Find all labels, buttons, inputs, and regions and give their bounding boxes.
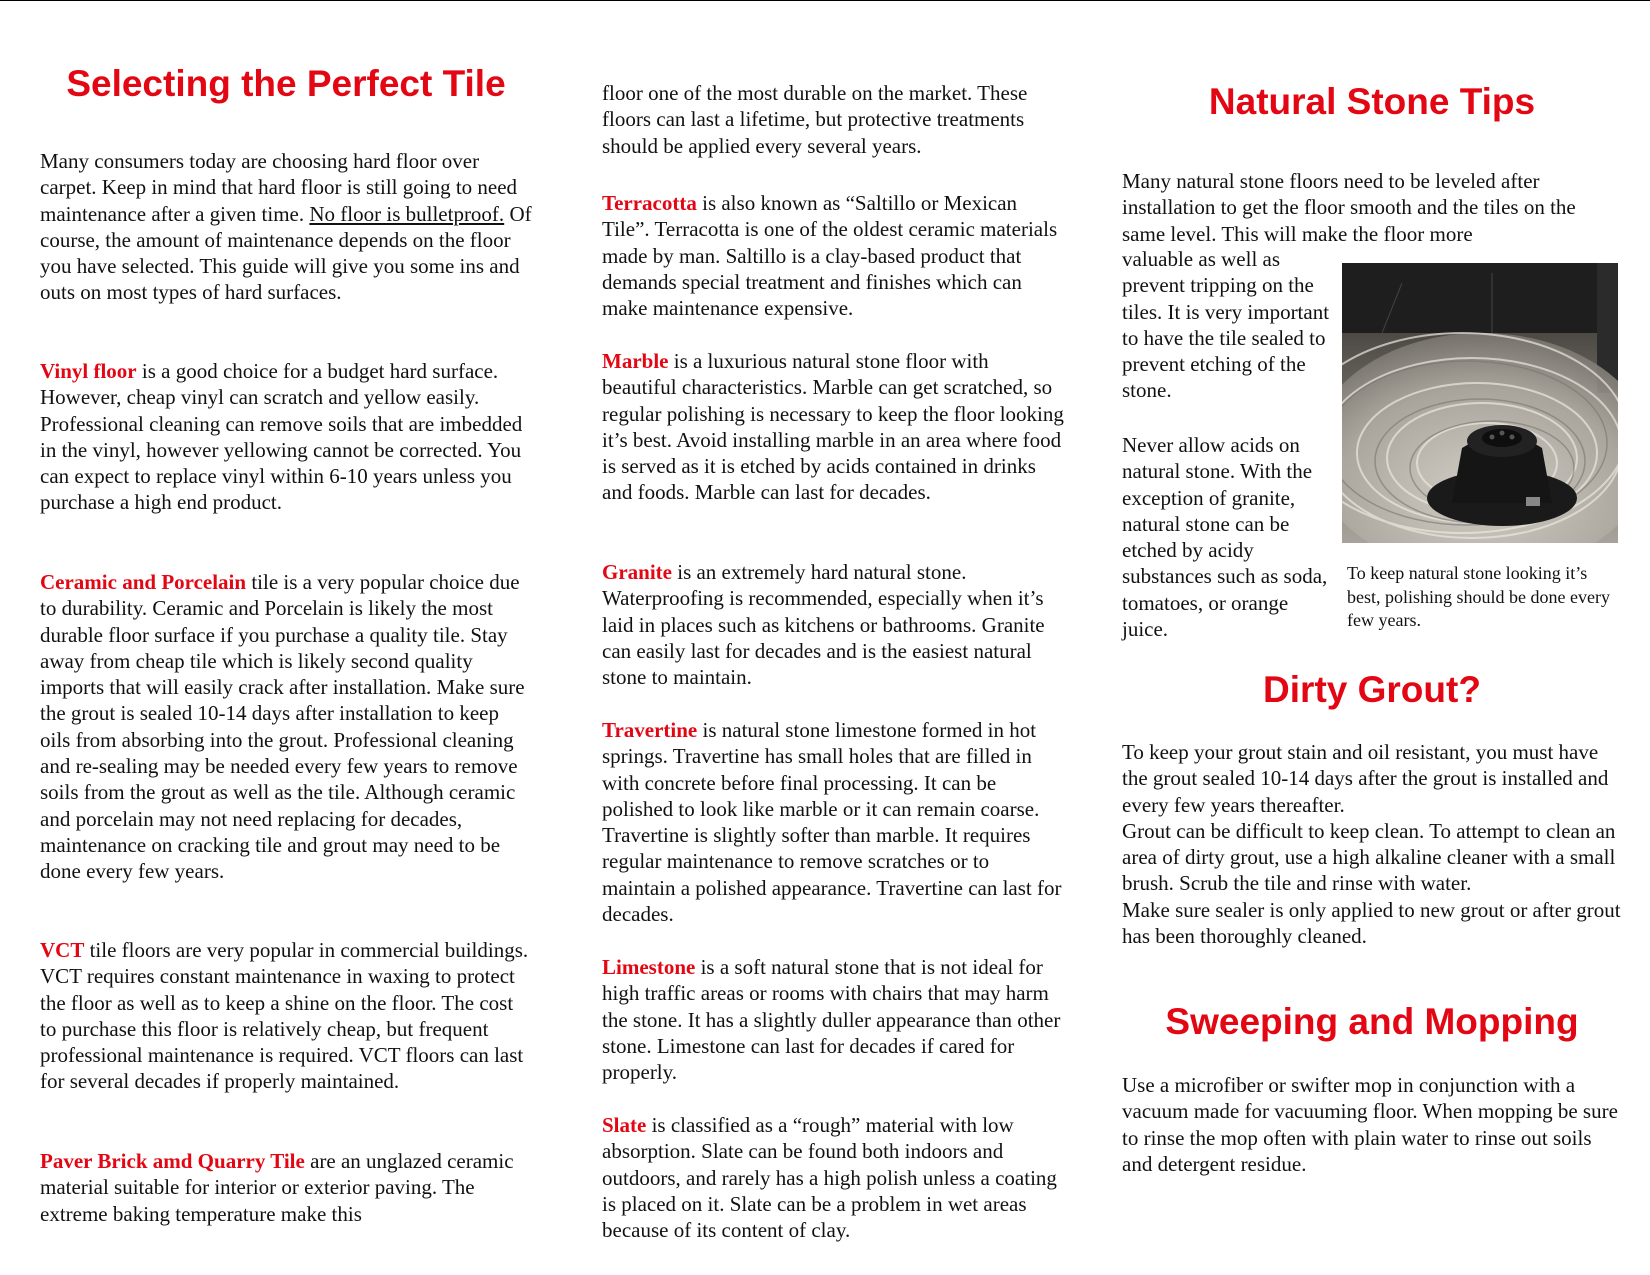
paver-paragraph	[40, 1148, 532, 1227]
slate-text: is classified as a “rough” material with low absorption. Slate can be found both indoors and outdoors, and rarely has a high polish unless a coating is placed on it. Slate can be a problem in wet areas because of its content of clay.	[602, 1113, 1057, 1243]
travertine-term: Travertine	[602, 718, 698, 742]
terracotta-term: Terracotta	[602, 191, 697, 215]
marble-paragraph	[602, 348, 1064, 506]
vct-text: tile floors are very popular in commercial buildings. VCT requires constant maintenance in waxing to protect the floor as well as to keep a shine on the floor. The cost to purchase this floor is relatively cheap, but frequent professional maintenance is required. VCT floors can last for several decades if properly maintained.	[40, 938, 529, 1094]
grout-paragraph-3: Make sure sealer is only applied to new grout or after grout has been thoroughly cleaned.	[1122, 897, 1621, 949]
marble-term: Marble	[602, 349, 669, 373]
intro-paragraph	[40, 148, 532, 306]
vct-term: VCT	[40, 938, 85, 962]
ceramic-paragraph	[40, 569, 532, 885]
travertine-text: is natural stone limestone formed in hot springs. Travertine has small holes that are filled in with concrete before final processing. It can be polished to look like marble or it can remain coarse. Travertine is slightly softer than marble. It requires regular maintenance to remove scratches or to maintain a polished appearance. Travertine can last for decades.	[602, 718, 1062, 927]
heading-sweeping-mopping: Sweeping and Mopping	[1165, 1001, 1579, 1042]
limestone-text: is a soft natural stone that is not ideal for high traffic areas or rooms with chairs that may harm the stone. It has a slightly duller appearance than other stone. Limestone can last for decades if cared for properly.	[602, 955, 1061, 1085]
page-top-border	[0, 0, 1650, 1]
vinyl-text: is a good choice for a budget hard surface. However, cheap vinyl can scratch and yellow easily. Professional cleaning can remove soils that are imbedded in the vinyl, however yellowing cannot be corrected. You can expect to replace vinyl within 6-10 years unless you purchase a high end product.	[40, 359, 523, 515]
paver-continued-paragraph: floor one of the most durable on the market. These floors can last a lifetime, but protective treatments should be applied every several years.	[602, 81, 1028, 158]
stone-intro-paragraph: Many natural stone floors need to be leveled after installation to get the floor smooth and the tiles on the same level. This will make the floor more	[1122, 169, 1576, 246]
sweeping-paragraph: Use a microfiber or swifter mop in conjunction with a vacuum made for vacuuming floor. When mopping be sure to rinse the mop often with plain water to rinse out soils and detergent residue.	[1122, 1073, 1618, 1176]
slate-paragraph	[602, 1112, 1064, 1243]
photo-caption: To keep natural stone looking it’s best, polishing should be done every few years.	[1347, 563, 1610, 630]
terracotta-paragraph	[602, 190, 1064, 321]
slate-term: Slate	[602, 1113, 647, 1137]
ceramic-text: tile is a very popular choice due to durability. Ceramic and Porcelain is likely the most durable floor surface if you purchase a quality tile. Stay away from cheap tile which is likely second quality imports that will easily crack after installation. Make sure the grout is sealed 10-14 days after installation to keep oils from absorbing into the grout. Professional cleaning and re-sealing may be needed every few years to remove soils from the grout as well as the tile. Although ceramic and porcelain may not need replacing for decades, maintenance on cracking tile and grout may need to be done every few years.	[40, 570, 525, 884]
stone-wrap-paragraph: valuable as well as prevent tripping on the tiles. It is very important to have the tile sealed to prevent etching of the stone.	[1122, 247, 1330, 403]
floor-polishing-machine-photo	[1342, 263, 1618, 543]
grout-section	[1122, 739, 1622, 949]
granite-text: is an extremely hard natural stone. Waterproofing is recommended, especially when it’s laid in places such as kitchens or bathrooms. Granite can easily last for decades and is the easiest natural stone to maintain.	[602, 560, 1045, 690]
heading-selecting-tile: Selecting the Perfect Tile	[66, 63, 506, 104]
granite-paragraph	[602, 559, 1064, 690]
ceramic-term: Ceramic and Porcelain	[40, 570, 247, 594]
vct-paragraph	[40, 937, 532, 1095]
travertine-paragraph	[602, 717, 1064, 927]
paver-text: are an unglazed ceramic material suitable for interior or exterior paving. The extreme baking temperature make this	[40, 1149, 514, 1226]
no-floor-bulletproof: No floor is bulletproof.	[309, 201, 505, 226]
limestone-term: Limestone	[602, 955, 696, 979]
intro-text-b: Of course, the amount of maintenance depends on the floor you have selected. This guide will give you some ins and outs on most types of hard surfaces.	[40, 201, 532, 305]
terracotta-text: is also known as “Saltillo or Mexican Tile”. Terracotta is one of the oldest ceramic materials made by man. Saltillo is a clay-based product that demands special treatment and finishes which can make maintenance expensive.	[602, 191, 1058, 321]
limestone-paragraph	[602, 954, 1064, 1085]
stone-acid-paragraph: Never allow acids on natural stone. With the exception of granite, natural stone can be etched by acidy substances such as soda, tomatoes, or orange juice.	[1122, 433, 1328, 642]
granite-term: Granite	[602, 560, 672, 584]
heading-natural-stone-tips: Natural Stone Tips	[1208, 81, 1536, 122]
vinyl-term: Vinyl floor	[40, 359, 137, 383]
grout-paragraph-1: To keep your grout stain and oil resistant, you must have the grout sealed 10-14 days after the grout is installed and every few years thereafter.	[1122, 740, 1609, 817]
paver-term: Paver Brick amd Quarry Tile	[40, 1149, 305, 1173]
heading-dirty-grout: Dirty Grout?	[1263, 669, 1481, 710]
marble-text: is a luxurious natural stone floor with beautiful characteristics. Marble can get scratched, so regular polishing is necessary to keep the floor looking it’s best. Avoid installing marble in an area where food is served as it is etched by acids contained in drinks and foods. Marble can last for decades.	[602, 349, 1064, 505]
grout-paragraph-2: Grout can be difficult to keep clean. To attempt to clean an area of dirty grout, use a high alkaline cleaner with a small brush. Scrub the tile and rinse with water.	[1122, 818, 1616, 896]
vinyl-paragraph	[40, 358, 532, 516]
intro-text-a: Many consumers today are choosing hard floor over carpet. Keep in mind that hard floor is still going to need maintenance after a given time.	[40, 149, 518, 226]
